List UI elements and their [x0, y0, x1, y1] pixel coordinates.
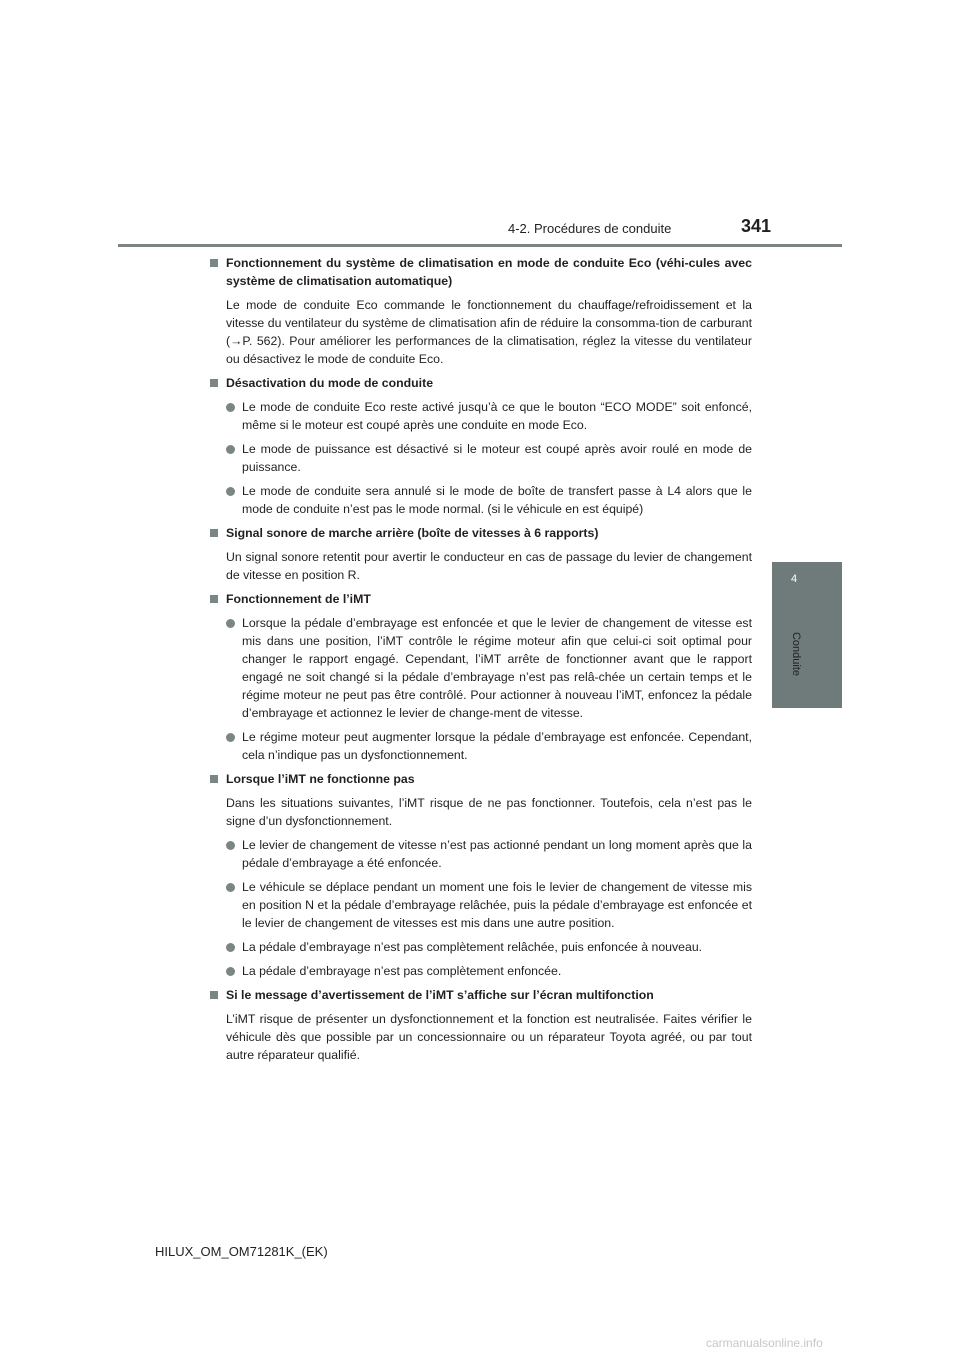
section-square-icon: [210, 259, 218, 267]
section-title: Fonctionnement de l’iMT: [226, 592, 371, 606]
bullet-dot-icon: [226, 841, 235, 850]
section-paragraph: Un signal sonore retentit pour avertir le conducteur en cas de passage du levier de changement de vitesse en position R.: [226, 550, 752, 582]
bullet-dot-icon: [226, 487, 235, 496]
bullet-item: [226, 614, 752, 722]
section-paragraph: L’iMT risque de présenter un dysfonctionnement et la fonction est neutralisée. Faites vérifier le véhicule dès que possible par un concessionnaire ou un réparateur Toyota agréé, ou par tout autre réparateur qualifié.: [226, 1012, 752, 1062]
section: [208, 374, 752, 518]
page-number: 341: [741, 216, 772, 236]
bullet-text: Le véhicule se déplace pendant un moment une fois le levier de changement de vitesse mis en position N et la pédale d’embrayage relâchée, puis la pédale d’embrayage est enfoncée et le levier de changement de vitesses est mis dans une autre position.: [242, 880, 752, 930]
bullet-text: Lorsque la pédale d’embrayage est enfoncée et que le levier de changement de vitesse est mis dans une position, l’iMT contrôle le régime moteur afin que celui-ci soit optimal pour changer le rapport engagé. Cependant, l’iMT arrête de fonctionner avant que le rapport engagé ne soit changé si la pédale d’embrayage n’est pas relâ-chée un certain temps et le régime moteur ne peut pas être contrôlé. Pour actionner à nouveau l’iMT, enfoncez la pédale d’embrayage et actionnez le levier de change-ment de vitesse.: [242, 616, 752, 720]
bullet-dot-icon: [226, 619, 235, 628]
bullet-text: Le levier de changement de vitesse n’est pas actionné pendant un long moment après que la pédale d’embrayage a été enfoncée.: [242, 838, 752, 870]
page-header: [0, 0, 960, 250]
section-square-icon: [210, 991, 218, 999]
section-title: Signal sonore de marche arrière (boîte de vitesses à 6 rapports): [226, 526, 599, 540]
bullet-text: Le régime moteur peut augmenter lorsque la pédale d’embrayage est enfoncée. Cependant, cela n’indique pas un dysfonctionnement.: [242, 730, 752, 762]
section-square-icon: [210, 775, 218, 783]
bullet-dot-icon: [226, 883, 235, 892]
bullet-text: Le mode de conduite sera annulé si le mode de boîte de transfert passe à L4 alors que le mode de conduite n’est pas le mode normal. (si le véhicule en est équipé): [242, 484, 752, 516]
section-title: Lorsque l’iMT ne fonctionne pas: [226, 772, 415, 786]
bullet-text: Le mode de puissance est désactivé si le moteur est coupé après avoir roulé en mode de puissance.: [242, 442, 752, 474]
watermark: carmanualsonline.info: [706, 1336, 823, 1350]
bullet-text: La pédale d’embrayage n’est pas complètement enfoncée.: [242, 964, 562, 978]
bullet-item: [226, 938, 752, 956]
section: [208, 524, 752, 584]
section: [208, 986, 752, 1064]
bullet-dot-icon: [226, 445, 235, 454]
bullet-item: [226, 962, 752, 980]
section-paragraph: Le mode de conduite Eco commande le fonctionnement du chauffage/refroidissement et la vitesse du ventilateur du système de climatisation afin de réduire la consomma-tion de carburant (→P. 562). Pour améliorer les performances de la climatisation, réglez la vitesse du ventilateur ou désactivez le mode de conduite Eco.: [226, 298, 752, 366]
section: [208, 770, 752, 980]
section-title: Fonctionnement du système de climatisation en mode de conduite Eco (véhi-cules avec système de climatisation automatique): [226, 256, 752, 288]
chapter-number: 4: [790, 573, 798, 585]
header-rule: [118, 244, 842, 247]
page-content: [208, 254, 752, 1070]
section-label: 4-2. Procédures de conduite: [508, 221, 672, 236]
bullet-item: [226, 398, 752, 434]
section-title: Si le message d’avertissement de l’iMT s’affiche sur l’écran multifonction: [226, 988, 654, 1002]
bullet-item: [226, 440, 752, 476]
bullet-item: [226, 728, 752, 764]
section-square-icon: [210, 529, 218, 537]
bullet-item: [226, 878, 752, 932]
bullet-text: Le mode de conduite Eco reste activé jusqu’à ce que le bouton “ECO MODE” soit enfoncé, même si le moteur est coupé après une conduite en mode Eco.: [242, 400, 752, 432]
bullet-dot-icon: [226, 943, 235, 952]
bullet-dot-icon: [226, 967, 235, 976]
section-square-icon: [210, 379, 218, 387]
bullet-item: [226, 836, 752, 872]
chapter-label: Conduite: [790, 631, 802, 677]
bullet-dot-icon: [226, 403, 235, 412]
section-title: Désactivation du mode de conduite: [226, 376, 434, 390]
chapter-label-box: [790, 624, 802, 684]
document-code: HILUX_OM_OM71281K_(EK): [155, 1244, 328, 1259]
section: [208, 590, 752, 764]
chapter-tab: [772, 562, 842, 708]
bullet-text: La pédale d’embrayage n’est pas complètement relâchée, puis enfoncée à nouveau.: [242, 940, 703, 954]
section-paragraph: Dans les situations suivantes, l’iMT risque de ne pas fonctionner. Toutefois, cela n’est pas le signe d’un dysfonctionnement.: [226, 796, 752, 828]
section-square-icon: [210, 595, 218, 603]
bullet-dot-icon: [226, 733, 235, 742]
bullet-item: [226, 482, 752, 518]
section: [208, 254, 752, 368]
